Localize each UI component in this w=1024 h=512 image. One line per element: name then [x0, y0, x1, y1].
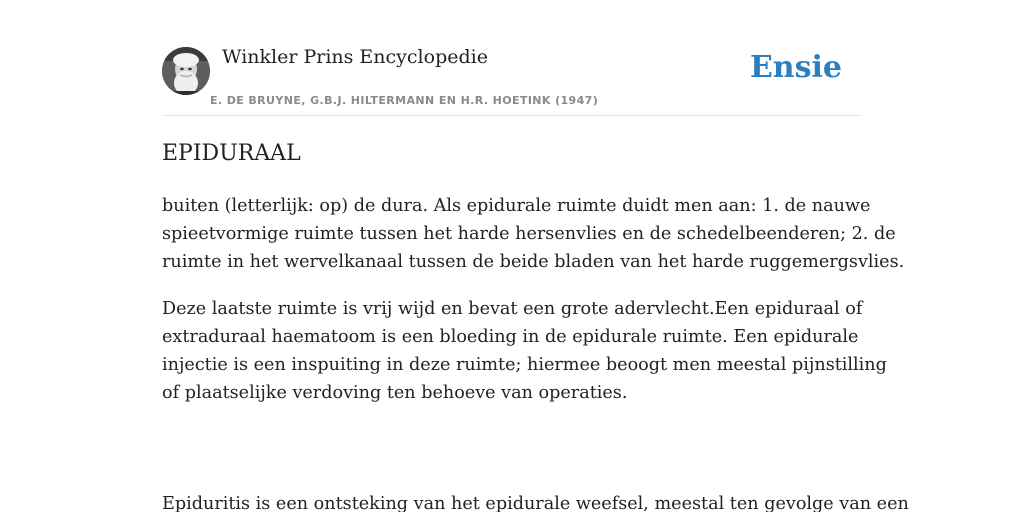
paragraph-line: Deze laatste ruimte is vrij wijd en bevat een grote adervlecht.Een epiduraal of	[162, 299, 863, 319]
paragraph-line: of plaatselijke verdoving ten behoeve van operaties.	[162, 383, 628, 403]
paragraph-line: buiten (letterlijk: op) de dura. Als epidurale ruimte duidt men aan: 1. de nauwe	[162, 196, 871, 216]
article-paragraph	[162, 192, 905, 276]
brand-logo[interactable]: Ensie	[749, 50, 842, 85]
authors-line: E. DE BRUYNE, G.B.J. HILTERMANN EN H.R. HOETINK (1947)	[210, 94, 599, 107]
site-title[interactable]: Winkler Prins Encyclopedie	[222, 46, 488, 68]
author-portrait-image[interactable]	[162, 47, 210, 95]
paragraph-line: ruimte in het wervelkanaal tussen de beide bladen van het harde ruggemergsvlies.	[162, 252, 905, 272]
paragraph-line: Epiduritis is een ontsteking van het epidurale weefsel, meestal ten gevolge van een	[162, 494, 909, 512]
article-paragraph	[162, 490, 909, 512]
paragraph-line: extraduraal haematoom is een bloeding in de epidurale ruimte. Een epidurale	[162, 327, 859, 347]
article-paragraph	[162, 295, 887, 407]
portrait-icon	[162, 47, 210, 95]
paragraph-line: spieetvormige ruimte tussen het harde hersenvlies en de schedelbeenderen; 2. de	[162, 224, 896, 244]
site-header	[162, 0, 862, 116]
page	[162, 0, 909, 512]
article-title: EPIDURAAL	[162, 141, 301, 166]
paragraph-line: injectie is een inspuiting in deze ruimte; hiermee beoogt men meestal pijnstilling	[162, 355, 887, 375]
